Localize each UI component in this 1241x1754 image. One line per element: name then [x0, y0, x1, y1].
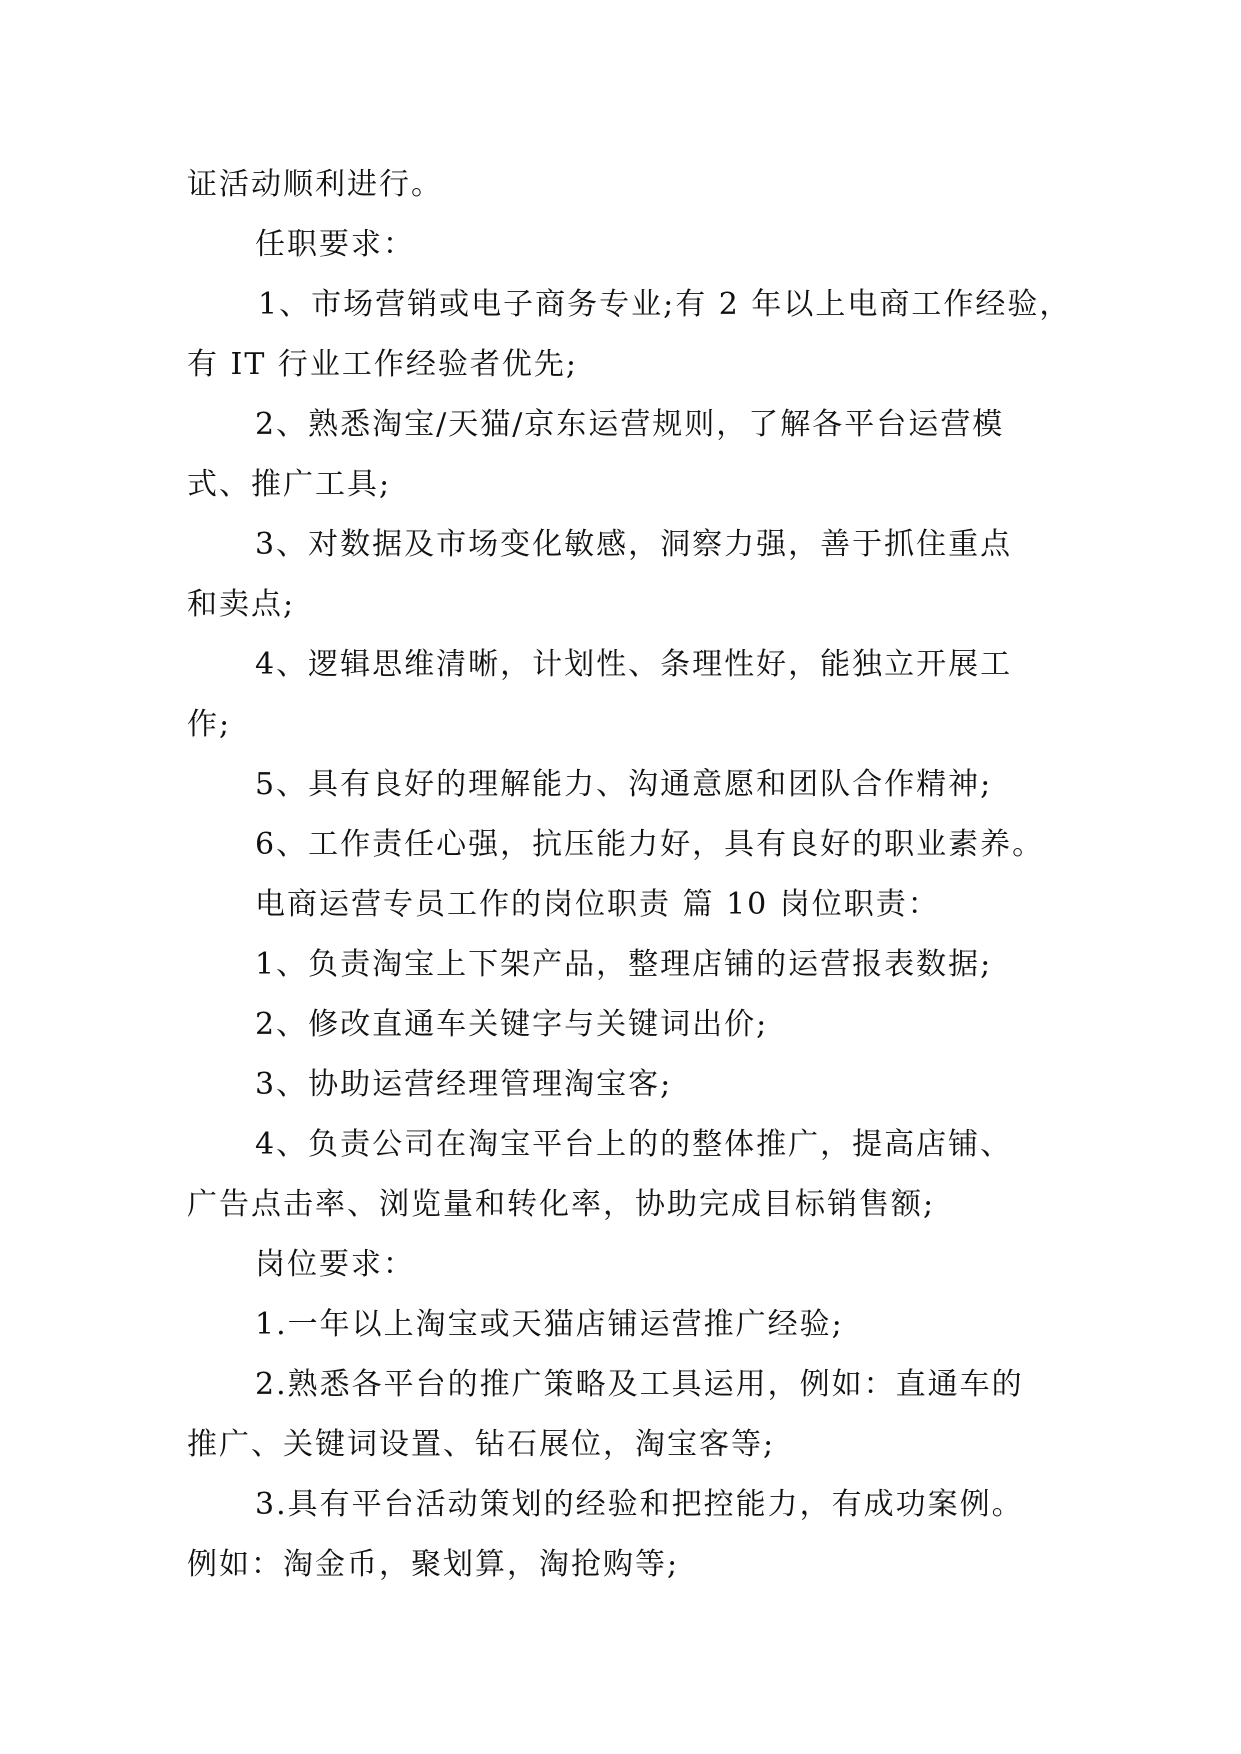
list-item: 1.一年以上淘宝或天猫店铺运营推广经验; [255, 1307, 844, 1342]
text-line: 广告点击率、浏览量和转化率，协助完成目标销售额; [187, 1187, 936, 1222]
list-item: 1、负责淘宝上下架产品，整理店铺的运营报表数据; [255, 947, 993, 982]
text-line: 式、推广工具; [187, 467, 392, 502]
text-line: 和卖点; [187, 587, 296, 622]
list-item: 2.熟悉各平台的推广策略及工具运用，例如：直通车的 [255, 1367, 1024, 1402]
list-item: 4、逻辑思维清晰，计划性、条理性好，能独立开展工 [255, 647, 1013, 682]
list-item: 2、修改直通车关键字与关键词出价; [255, 1007, 769, 1042]
text-line: 例如：淘金币，聚划算，淘抢购等; [187, 1547, 680, 1582]
list-item: 2、熟悉淘宝/天猫/京东运营规则，了解各平台运营模 [255, 407, 1005, 442]
list-item: 1、市场营销或电子商务专业;有 2 年以上电商工作经验， [258, 287, 1072, 322]
text-line: 证活动顺利进行。 [187, 167, 443, 202]
text-line: 作; [187, 707, 232, 742]
list-item: 5、具有良好的理解能力、沟通意愿和团队合作精神; [255, 767, 993, 802]
list-item: 3、对数据及市场变化敏感，洞察力强，善于抓住重点 [255, 527, 1013, 562]
text-line: 有 IT 行业工作经验者优先; [187, 347, 579, 382]
list-item: 4、负责公司在淘宝平台上的的整体推广，提高店铺、 [255, 1127, 1013, 1162]
section-heading-qualifications: 任职要求： [255, 227, 415, 262]
section-heading-post-10: 电商运营专员工作的岗位职责 篇 10 岗位职责： [255, 887, 940, 922]
section-heading-requirements: 岗位要求： [255, 1247, 415, 1282]
list-item: 3、协助运营经理管理淘宝客; [255, 1067, 673, 1102]
list-item: 3.具有平台活动策划的经验和把控能力，有成功案例。 [255, 1487, 1024, 1522]
text-line: 推广、关键词设置、钻石展位，淘宝客等; [187, 1427, 776, 1462]
list-item: 6、工作责任心强，抗压能力好，具有良好的职业素养。 [255, 827, 1045, 862]
